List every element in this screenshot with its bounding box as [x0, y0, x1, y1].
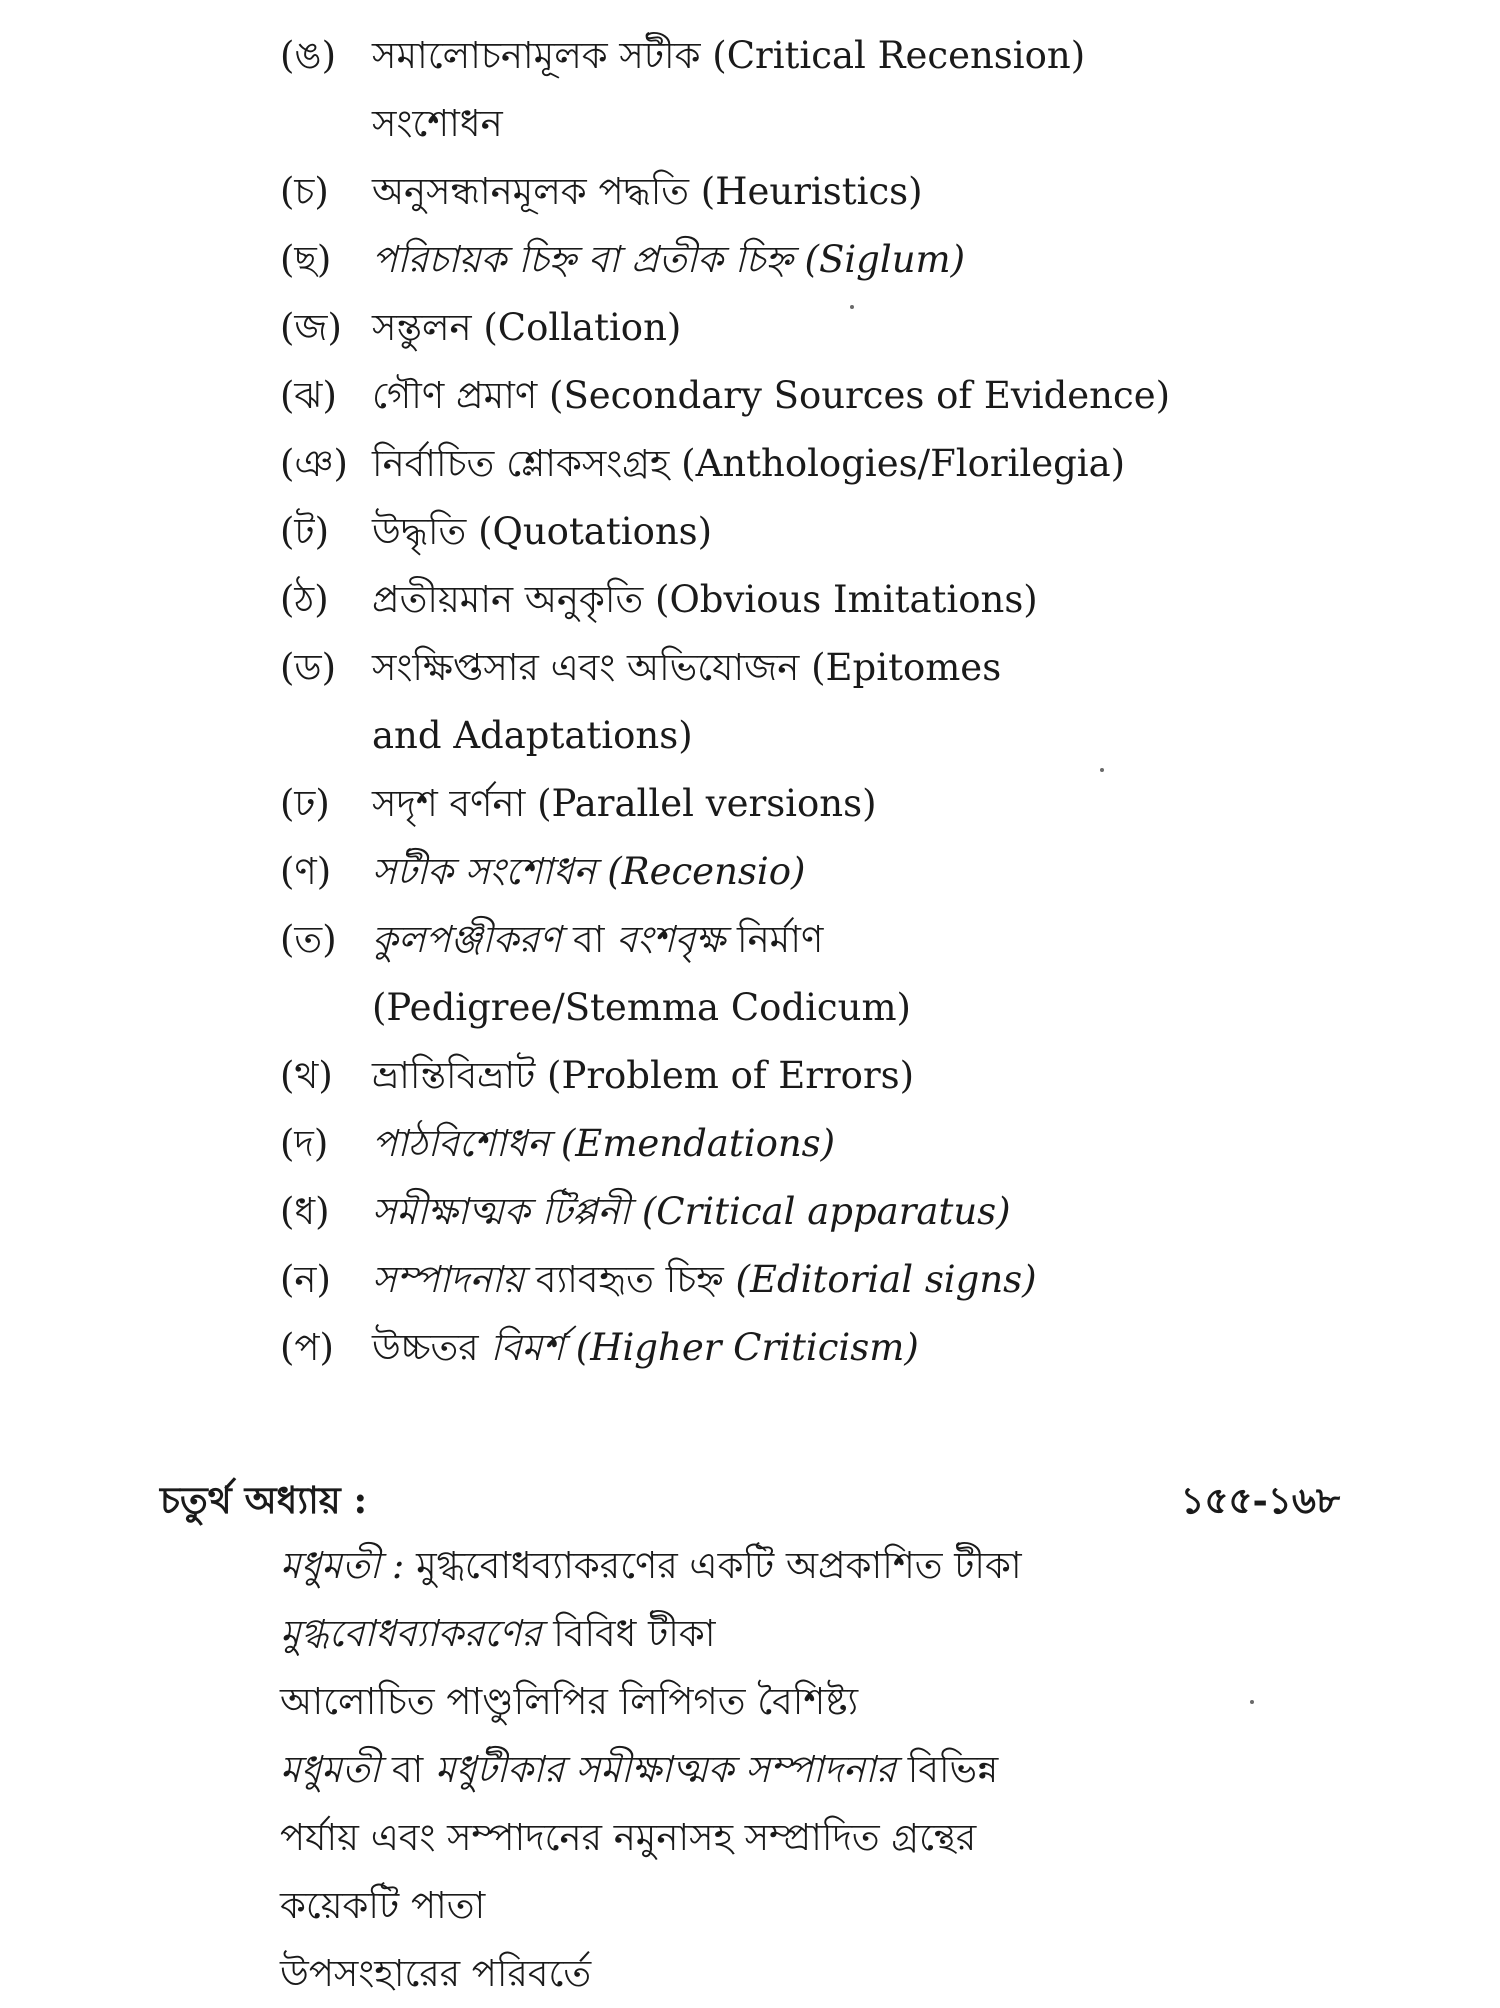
item-marker: (ছ) — [280, 238, 332, 281]
item-line — [372, 1110, 1252, 1178]
item-line — [372, 158, 1252, 226]
item-text — [372, 430, 1252, 498]
item-line — [372, 770, 1252, 838]
text-run: বিমর্শ (Higher Criticism) — [490, 1326, 919, 1369]
contents-item — [280, 838, 1280, 906]
text-run: নির্বাচিত শ্লোকসংগ্রহ (Anthologies/Florilegia) — [372, 442, 1126, 485]
text-run: বা — [380, 1748, 436, 1791]
item-text — [372, 158, 1252, 226]
text-run: আলোচিত পাণ্ডুলিপির লিপিগত বৈশিষ্ট্য — [280, 1680, 859, 1723]
text-run: মধুটীকার সমীক্ষাত্মক সম্পাদনার — [435, 1748, 897, 1791]
text-run: (Pedigree/Stemma Codicum) — [372, 986, 911, 1029]
text-run: উদ্ধৃতি (Quotations) — [372, 510, 713, 553]
chapter-header — [160, 1466, 1340, 1535]
text-run: গৌণ প্রমাণ (Secondary Sources of Evidence) — [372, 374, 1171, 417]
text-run: উচ্চতর — [372, 1326, 491, 1369]
item-text — [372, 22, 1252, 158]
item-line — [372, 498, 1252, 566]
text-run: (Editorial signs) — [735, 1258, 1037, 1301]
item-text — [372, 1314, 1252, 1382]
text-run: ভ্রান্তিবিভ্রাট (Problem of Errors) — [372, 1054, 915, 1097]
text-run: নির্মাণ — [725, 918, 824, 961]
text-run: ব্যাবহৃত চিহ্ন — [524, 1258, 736, 1301]
chapter-topics — [280, 1532, 1380, 2008]
item-line — [372, 1246, 1252, 1314]
item-text — [372, 498, 1252, 566]
text-run: সমীক্ষাত্মক টিপ্পনী (Critical apparatus) — [372, 1190, 1011, 1233]
item-text — [372, 1246, 1252, 1314]
print-speck — [1250, 1700, 1254, 1704]
text-run: and Adaptations) — [372, 714, 693, 757]
item-marker: (জ) — [280, 306, 342, 349]
text-run: মধুমতী — [280, 1748, 381, 1791]
item-marker: (চ) — [280, 170, 329, 213]
item-marker: (ণ) — [280, 850, 332, 893]
text-run: সম্পাদনায় — [372, 1258, 525, 1301]
text-run: সমালোচনামূলক সটীক (Critical Recension) — [372, 34, 1086, 77]
text-run: সটীক সংশোধন (Recensio) — [372, 850, 806, 893]
item-line — [372, 362, 1252, 430]
contents-item — [280, 294, 1280, 362]
text-run: কয়েকটি পাতা — [280, 1884, 486, 1927]
item-marker: (ন) — [280, 1258, 331, 1301]
item-line — [372, 226, 1252, 294]
item-line — [372, 838, 1252, 906]
contents-item — [280, 226, 1280, 294]
item-marker: (ঢ) — [280, 782, 330, 825]
item-marker: (ট) — [280, 510, 330, 553]
contents-list — [280, 22, 1280, 1382]
item-text — [372, 294, 1252, 362]
chapter-page-range: ১৫৫-১৬৮ — [1180, 1478, 1340, 1522]
item-line — [372, 634, 1252, 702]
item-marker: (ত) — [280, 918, 337, 961]
item-marker: (ড) — [280, 646, 337, 689]
text-run: পর্যায় এবং সম্পাদনের নমুনাসহ সম্প্রাদিত গ্রন্থের — [280, 1816, 977, 1859]
contents-item — [280, 498, 1280, 566]
text-run: পরিচায়ক চিহ্ন বা প্রতীক চিহ্ন (Siglum) — [372, 238, 966, 281]
contents-item — [280, 1314, 1280, 1382]
item-line — [372, 294, 1252, 362]
text-run: বা — [561, 918, 617, 961]
contents-item — [280, 906, 1280, 1042]
chapter-title: চতুর্থ অধ্যায় : — [160, 1478, 368, 1522]
text-run: সংশোধন — [372, 102, 503, 145]
text-run: মধুমতী : — [280, 1544, 405, 1587]
chapter-topic-line — [280, 1736, 1380, 1804]
item-line — [372, 974, 1252, 1042]
chapter-topic-line — [280, 1668, 1380, 1736]
text-run: বিভিন্ন — [896, 1748, 999, 1791]
text-run: পাঠবিশোধন (Emendations) — [372, 1122, 836, 1165]
item-line — [372, 1042, 1252, 1110]
print-speck — [1100, 768, 1104, 772]
contents-item — [280, 158, 1280, 226]
item-line — [372, 1314, 1252, 1382]
text-run: সংক্ষিপ্তসার এবং অভিযোজন (Epitomes — [372, 646, 1002, 689]
item-text — [372, 770, 1252, 838]
chapter-topic-line — [280, 1804, 1380, 1872]
item-line — [372, 566, 1252, 634]
item-line — [372, 430, 1252, 498]
item-marker: (থ) — [280, 1054, 333, 1097]
item-text — [372, 1042, 1252, 1110]
chapter-topic-line — [280, 1940, 1380, 2008]
item-marker: (ঞ) — [280, 442, 348, 485]
item-line — [372, 22, 1252, 90]
chapter-topic-line — [280, 1600, 1380, 1668]
text-run: সন্তুলন (Collation) — [372, 306, 682, 349]
item-text — [372, 906, 1252, 1042]
item-text — [372, 1178, 1252, 1246]
item-line — [372, 90, 1252, 158]
contents-item — [280, 566, 1280, 634]
item-line — [372, 1178, 1252, 1246]
chapter-topic-line — [280, 1532, 1380, 1600]
chapter-topic-line — [280, 1872, 1380, 1940]
item-text — [372, 226, 1252, 294]
item-marker: (প) — [280, 1326, 334, 1369]
item-text — [372, 838, 1252, 906]
contents-item — [280, 1178, 1280, 1246]
text-run: উপসংহারের পরিবর্তে — [280, 1952, 592, 1995]
item-text — [372, 566, 1252, 634]
contents-item — [280, 362, 1280, 430]
contents-item — [280, 634, 1280, 770]
item-line — [372, 906, 1252, 974]
item-line — [372, 702, 1252, 770]
item-text — [372, 1110, 1252, 1178]
contents-item — [280, 770, 1280, 838]
item-text — [372, 634, 1252, 770]
text-run: কুলপঞ্জীকরণ — [372, 918, 562, 961]
text-run: অনুসন্ধানমূলক পদ্ধতি (Heuristics) — [372, 170, 923, 213]
text-run: মুগ্ধবোধব্যাকরণের একটি অপ্রকাশিত টীকা — [404, 1544, 1022, 1587]
print-speck — [850, 305, 854, 309]
text-run: সদৃশ বর্ণনা (Parallel versions) — [372, 782, 877, 825]
item-marker: (ঙ) — [280, 34, 337, 77]
item-text — [372, 362, 1252, 430]
item-marker: (ঠ) — [280, 578, 329, 621]
contents-item — [280, 1110, 1280, 1178]
contents-item — [280, 430, 1280, 498]
contents-item — [280, 22, 1280, 158]
contents-item — [280, 1042, 1280, 1110]
text-run: মুগ্ধবোধব্যাকরণের — [280, 1612, 542, 1655]
item-marker: (ঝ) — [280, 374, 337, 417]
contents-item — [280, 1246, 1280, 1314]
text-run: বিবিধ টীকা — [541, 1612, 716, 1655]
text-run: প্রতীয়মান অনুকৃতি (Obvious Imitations) — [372, 578, 1038, 621]
item-marker: (ধ) — [280, 1190, 330, 1233]
text-run: বংশবৃক্ষ — [616, 918, 726, 961]
item-marker: (দ) — [280, 1122, 329, 1165]
